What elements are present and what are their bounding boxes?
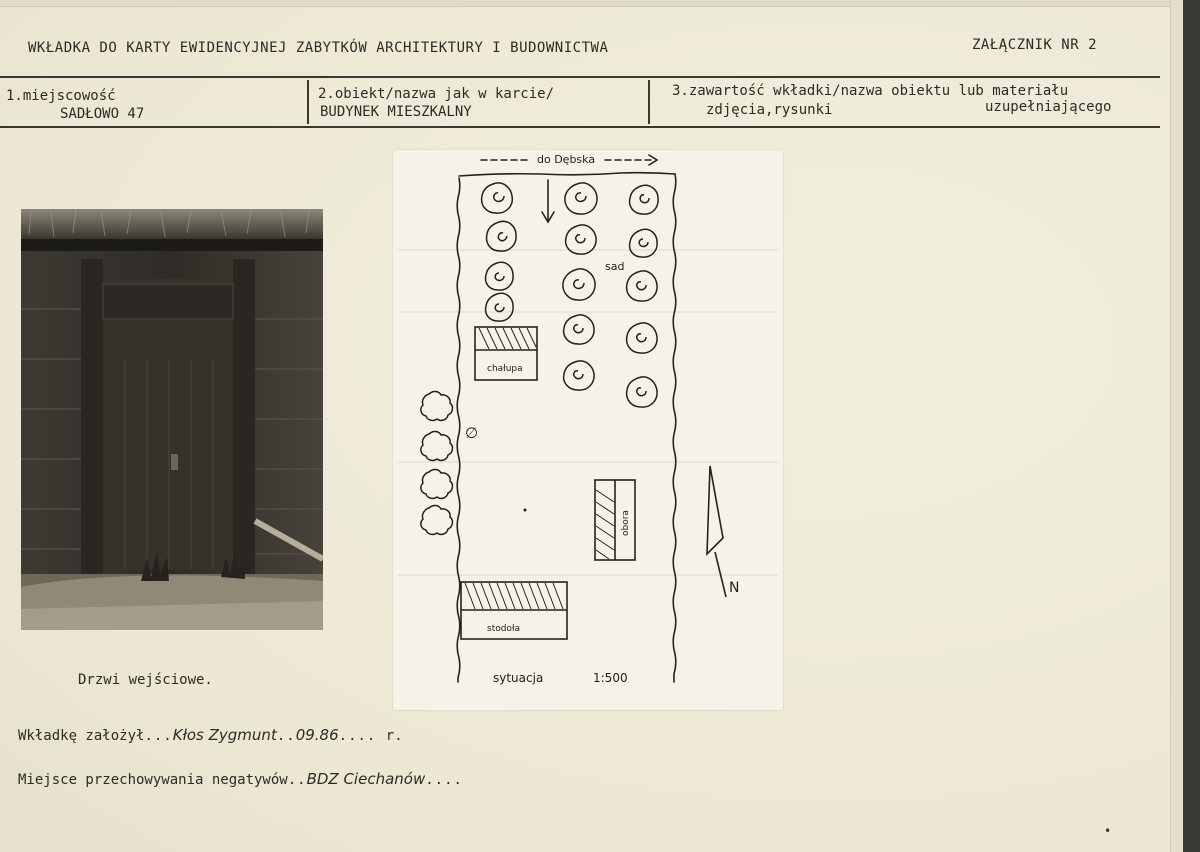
- field-divider-1: [307, 80, 309, 124]
- field-1-label: 1.miejscowość: [6, 88, 116, 104]
- sheet-top-edge: [0, 0, 1183, 7]
- cowshed-hatching: [596, 490, 614, 559]
- author-label: Wkładkę założył: [18, 728, 145, 744]
- storage-line: Miejsce przechowywania negatywów..BDZ Ciechanów....: [18, 770, 463, 788]
- door-photo-image: [21, 209, 323, 630]
- house-hatching: [479, 328, 536, 349]
- orchard-tree: [565, 183, 597, 214]
- orchard-tree: [627, 271, 657, 301]
- orchard-tree: [563, 269, 595, 300]
- cowshed-label: obora: [621, 510, 631, 536]
- author-line: Wkładkę założył...Kłos Zygmunt..09.86.... r.: [18, 726, 403, 744]
- orchard-tree: [486, 293, 514, 321]
- well-symbol: ∅: [465, 424, 479, 442]
- orchard-tree: [482, 183, 513, 213]
- roadside-trees: [421, 391, 453, 534]
- field-1-value: SADŁOWO 47: [60, 106, 145, 122]
- photo-caption: Drzwi wejściowe.: [78, 672, 213, 688]
- plan-title: sytuacja: [493, 671, 544, 685]
- road-label: do Dębska: [537, 153, 596, 166]
- north-arrow: [707, 466, 726, 597]
- storage-label: Miejsce przechowywania negatywów: [18, 772, 288, 788]
- site-plan: [393, 150, 783, 710]
- orchard-tree: [564, 315, 594, 344]
- orchard-label: sad: [605, 260, 625, 273]
- author-date-suffix: r.: [385, 728, 403, 744]
- field-2-value: BUDYNEK MIESZKALNY: [320, 104, 472, 120]
- field-divider-2: [648, 80, 650, 124]
- orchard-tree: [627, 323, 657, 353]
- storage-value: BDZ Ciechanów: [306, 770, 426, 788]
- orchard-tree: [487, 221, 517, 251]
- barn-hatching: [465, 583, 563, 609]
- field-2-label: 2.obiekt/nazwa jak w karcie/: [318, 86, 555, 102]
- field-3-value: zdjęcia,rysunki: [706, 102, 833, 118]
- orchard-tree: [486, 262, 514, 290]
- field-3-label: 3.zawartość wkładki/nazwa obiektu lub materiału: [672, 83, 1069, 99]
- author-date: 09.86: [295, 726, 339, 744]
- plan-scale: 1:500: [593, 671, 628, 685]
- author-name: Kłos Zygmunt: [172, 726, 277, 744]
- scan-background: [1183, 0, 1200, 852]
- orchard-tree: [564, 361, 594, 390]
- orchard-tree: [627, 377, 657, 407]
- form-title: WKŁADKA DO KARTY EWIDENCYJNEJ ZABYTKÓW ARCHITEKTURY I BUDOWNICTWA: [28, 40, 609, 56]
- north-label: N: [729, 580, 740, 596]
- orchard-tree: [630, 185, 659, 214]
- site-plan-drawing: [393, 150, 783, 710]
- barn-label: stodoła: [487, 624, 521, 634]
- annex-number: ZAŁĄCZNIK NR 2: [972, 37, 1098, 53]
- house-label: chałupa: [487, 364, 523, 374]
- header-rule-bottom: [0, 126, 1160, 128]
- margin-mark: •: [1104, 824, 1112, 838]
- orchard-tree: [630, 229, 658, 257]
- door-photo: [21, 209, 323, 630]
- header-rule-top: [0, 76, 1160, 78]
- field-3-suffix: uzupełniającego: [985, 99, 1112, 115]
